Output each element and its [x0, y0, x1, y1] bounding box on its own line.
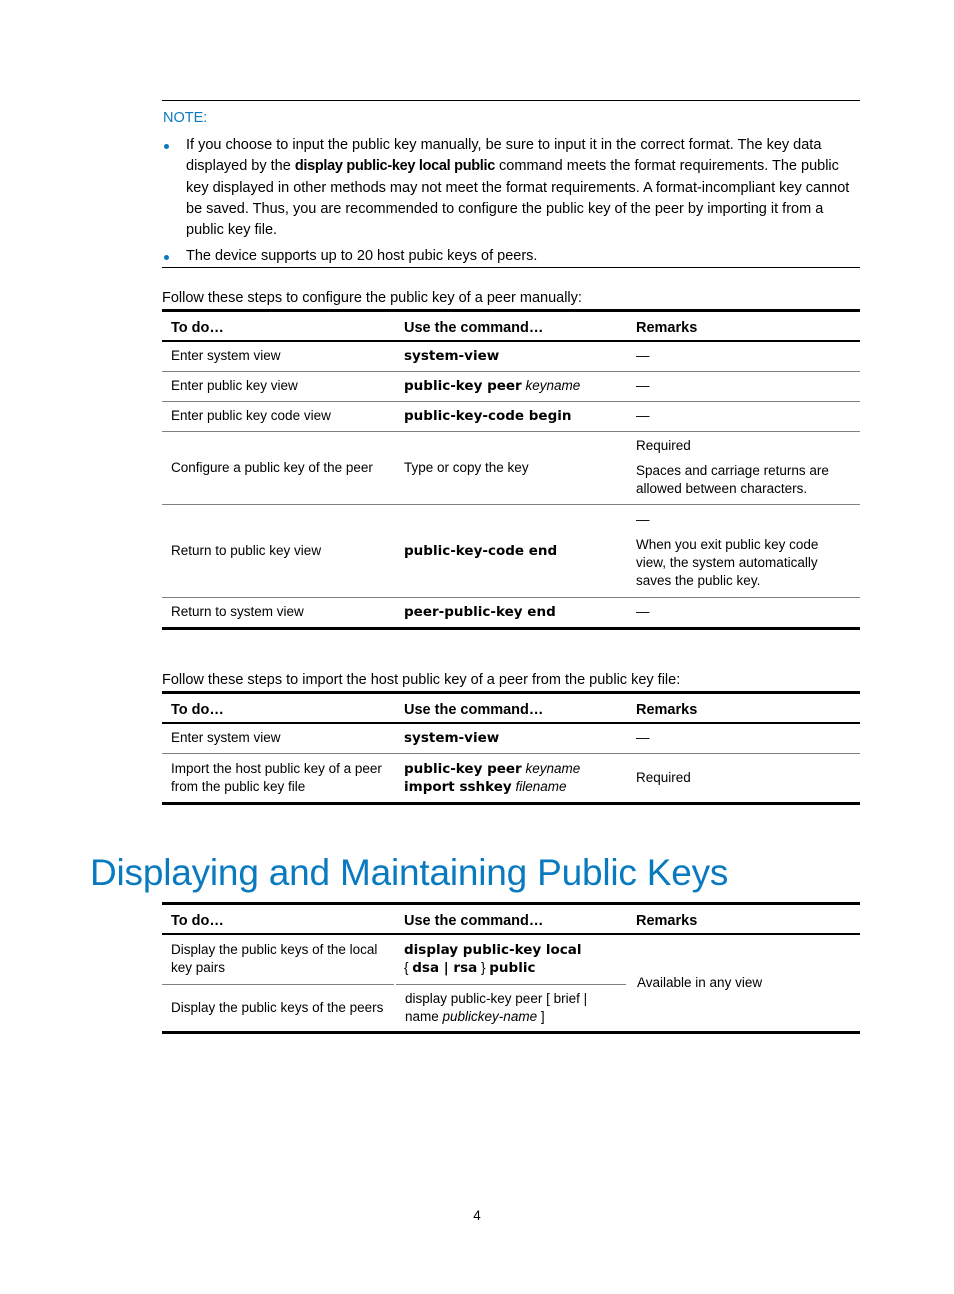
note-box — [162, 100, 860, 268]
note-command: display public-key local public — [294, 158, 496, 175]
note-label: NOTE: — [163, 110, 208, 126]
header-command: Use the command… — [395, 904, 627, 935]
remarks-cell: — — [627, 341, 860, 371]
command-text: display public-key peer [ brief | — [405, 990, 588, 1006]
section-title: Displaying and Maintaining Public Keys — [90, 852, 729, 893]
header-todo: To do… — [162, 904, 395, 935]
todo-cell: Enter system view — [162, 723, 395, 753]
header-command: Use the command… — [395, 311, 627, 342]
command-arg: publickey-name — [442, 1008, 538, 1024]
header-todo: To do… — [162, 311, 395, 342]
note-item — [162, 135, 860, 241]
command-text: public-key-code begin — [404, 408, 572, 424]
bullet-icon — [164, 255, 169, 260]
command-text: import sshkey — [404, 778, 512, 795]
todo-cell: Return to public key view — [162, 504, 395, 597]
command-arg: keyname — [525, 760, 581, 776]
remarks-cell — [627, 431, 860, 504]
command-keyword: public — [489, 960, 536, 977]
command-text: system-view — [404, 730, 500, 747]
note-text: The device supports up to 20 host pubic keys of peers. — [186, 248, 538, 265]
table1-intro: Follow these steps to configure the public key of a peer manually: — [162, 290, 582, 306]
table-row — [162, 341, 860, 371]
command-brace: { — [404, 960, 413, 976]
import-key-steps-table — [162, 691, 860, 805]
todo-cell: Return to system view — [162, 597, 395, 628]
command-text: public-key-code end — [404, 542, 558, 559]
remarks-cell: — — [627, 401, 860, 431]
command-text: ] — [537, 1008, 545, 1024]
command-cell — [395, 401, 627, 431]
table-header-row — [162, 693, 860, 724]
note-item — [162, 246, 860, 267]
note-text: command meets the format requirements. The public key displayed in other methods may not meet the format requirements. A format-incompliant key cannot be saved. Thus, you are recommended to configure the public key of the peer by importing it from a public key file. — [186, 158, 850, 239]
todo-cell: Display the public keys of the local key pairs — [162, 934, 395, 984]
table-row — [162, 723, 860, 753]
remarks-cell: — — [627, 723, 860, 753]
bullet-icon — [164, 144, 169, 149]
display-commands-table — [162, 902, 860, 1034]
header-todo: To do… — [162, 693, 395, 724]
command-cell — [395, 597, 627, 628]
command-brace: } — [477, 960, 490, 976]
table-header-row — [162, 904, 860, 935]
command-cell — [395, 341, 627, 371]
command-cell — [395, 934, 627, 984]
header-command: Use the command… — [395, 693, 627, 724]
remarks-line: When you exit public key code view, the system automatically saves the public key. — [636, 537, 819, 588]
command-pipe: | — [439, 960, 454, 977]
command-cell: Type or copy the key — [395, 431, 627, 504]
table-row — [162, 753, 860, 803]
todo-cell: Enter public key code view — [162, 401, 395, 431]
command-cell — [395, 371, 627, 401]
command-cell — [395, 753, 627, 803]
table-header-row — [162, 311, 860, 342]
command-text: public-key peer — [404, 378, 522, 394]
remarks-cell: Required — [627, 753, 860, 803]
note-text: If you choose to input the public key manually, be sure to input it in the correct format. The key data displayed by the — [186, 137, 822, 175]
header-remarks: Remarks — [627, 904, 860, 935]
header-remarks: Remarks — [627, 311, 860, 342]
command-option: dsa — [412, 960, 440, 977]
command-text: name — [405, 1008, 443, 1024]
command-cell — [395, 723, 627, 753]
todo-cell: Enter public key view — [162, 371, 395, 401]
remarks-cell: — — [627, 597, 860, 628]
table2-intro: Follow these steps to import the host public key of a peer from the public key file: — [162, 672, 681, 688]
table-row — [162, 401, 860, 431]
remarks-cell: Available in any view — [627, 934, 860, 1032]
todo-cell: Import the host public key of a peer from the public key file — [162, 753, 395, 803]
table-row — [162, 934, 860, 984]
remarks-line: Required — [636, 438, 691, 453]
command-option: rsa — [453, 960, 478, 977]
table-row — [162, 504, 860, 597]
remarks-line: — — [636, 512, 650, 527]
manual-key-steps-table — [162, 309, 860, 630]
table-row — [162, 597, 860, 628]
command-text: display public-key local — [404, 942, 582, 959]
table-row — [162, 431, 860, 504]
remarks-line: Spaces and carriage returns are allowed between characters. — [636, 463, 829, 496]
command-cell — [395, 984, 627, 1032]
command-text: system-view — [404, 348, 500, 365]
todo-cell: Enter system view — [162, 341, 395, 371]
command-text: peer-public-key end — [404, 604, 556, 620]
header-remarks: Remarks — [627, 693, 860, 724]
command-arg: filename — [515, 778, 567, 794]
table-row — [162, 371, 860, 401]
todo-cell: Configure a public key of the peer — [162, 431, 395, 504]
remarks-cell: — — [627, 371, 860, 401]
note-list — [162, 135, 860, 268]
command-cell — [395, 504, 627, 597]
remarks-cell — [627, 504, 860, 597]
page-number: 4 — [473, 1208, 481, 1223]
command-text: public-key peer — [404, 760, 522, 777]
todo-cell: Display the public keys of the peers — [162, 984, 395, 1032]
command-arg: keyname — [525, 378, 581, 393]
